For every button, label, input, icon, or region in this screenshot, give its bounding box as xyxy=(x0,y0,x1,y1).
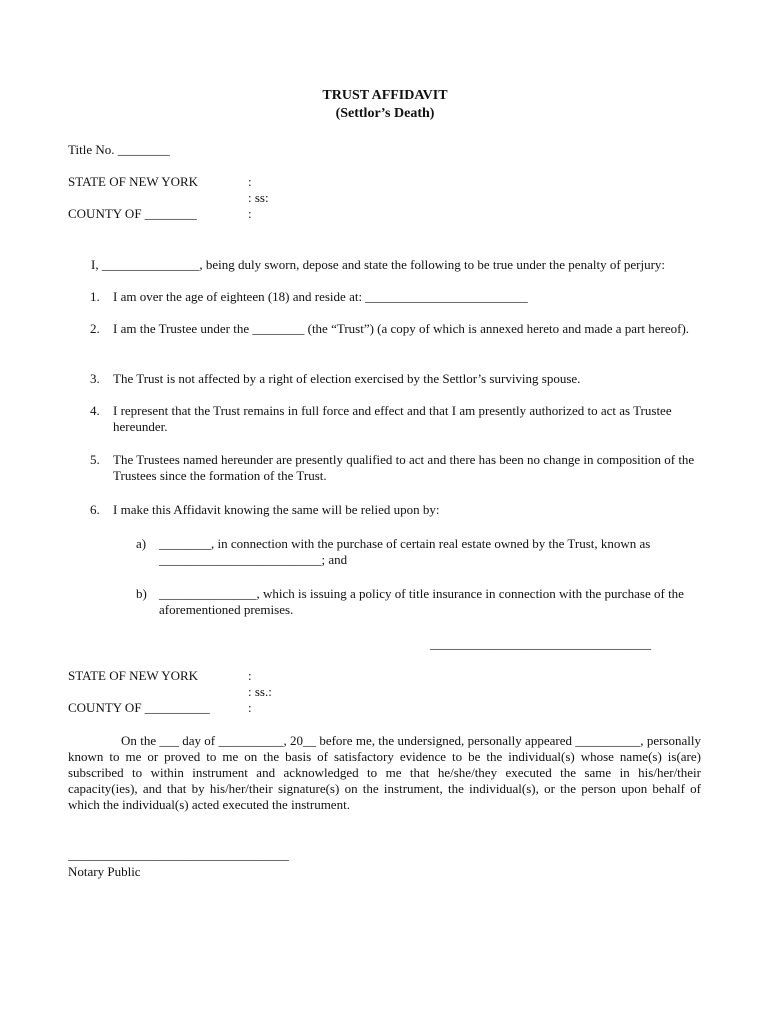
list-item: I am over the age of eighteen (18) and reside at: _________________________ xyxy=(113,289,528,304)
list-item: I represent that the Trust remains in full force and effect and that I am presently authorized to act as Trustee hereunder. xyxy=(113,403,672,434)
venue-colon: : xyxy=(248,668,252,683)
list-item-number: 3. xyxy=(90,371,100,386)
notary-label: Notary Public xyxy=(68,864,141,879)
sub-item-label: a) xyxy=(136,536,147,551)
document-subtitle: (Settlor’s Death) xyxy=(335,106,435,121)
list-item-number: 6. xyxy=(90,502,100,517)
list-item-number: 4. xyxy=(90,403,100,418)
venue-colon: : xyxy=(248,700,252,715)
list-item: I am the Trustee under the ________ (the “Trust”) (a copy of which is annexed hereto and made a part hereof). xyxy=(113,321,690,336)
list-item-number: 2. xyxy=(90,321,100,336)
sub-item-label: b) xyxy=(136,586,147,601)
venue-state: STATE OF NEW YORK xyxy=(68,174,199,189)
sub-item: ________, in connection with the purchase of certain real estate owned by the Trust, known as _________________________; and xyxy=(159,536,651,567)
notary-signature-line: __________________________________ xyxy=(68,847,289,862)
venue-ss: : ss.: xyxy=(248,684,272,699)
venue-county: COUNTY OF ________ xyxy=(68,206,197,221)
sub-item: _______________, which is issuing a policy of title insurance in connection with the purchase of the aforementioned premises. xyxy=(159,586,684,617)
venue-county: COUNTY OF __________ xyxy=(68,700,210,715)
affiant-signature-line: __________________________________ xyxy=(430,636,651,651)
acknowledgment-paragraph: On the ___ day of __________, 20__ before me, the undersigned, personally appeared __________, personally known to me or proved to me on the basis of satisfactory evidence to be the individual(s) whose name(s) is(are) subscribed to within instrument and acknowledged to me that he/she/they executed the same in his/her/their capacity(ies), and that by his/her/their signature(s) on the instrument, the individual(s), or the person upon behalf of which the individual(s) acted executed the instrument. xyxy=(68,733,701,812)
list-item: The Trustees named hereunder are presently qualified to act and there has been no change in composition of the Trustees since the formation of the Trust. xyxy=(113,452,695,483)
title-number: Title No. ________ xyxy=(68,142,170,157)
venue-state: STATE OF NEW YORK xyxy=(68,668,199,683)
list-item: I make this Affidavit knowing the same will be relied upon by: xyxy=(113,502,440,517)
venue-colon: : xyxy=(248,206,252,221)
list-item-number: 5. xyxy=(90,452,100,467)
venue-ss: : ss: xyxy=(248,190,269,205)
intro-paragraph: I, _______________, being duly sworn, depose and state the following to be true under the penalty of perjury: xyxy=(91,257,666,272)
list-item-number: 1. xyxy=(90,289,100,304)
list-item: The Trust is not affected by a right of election exercised by the Settlor’s surviving spouse. xyxy=(113,371,581,386)
venue-colon: : xyxy=(248,174,252,189)
document-title: TRUST AFFIDAVIT xyxy=(322,88,448,103)
